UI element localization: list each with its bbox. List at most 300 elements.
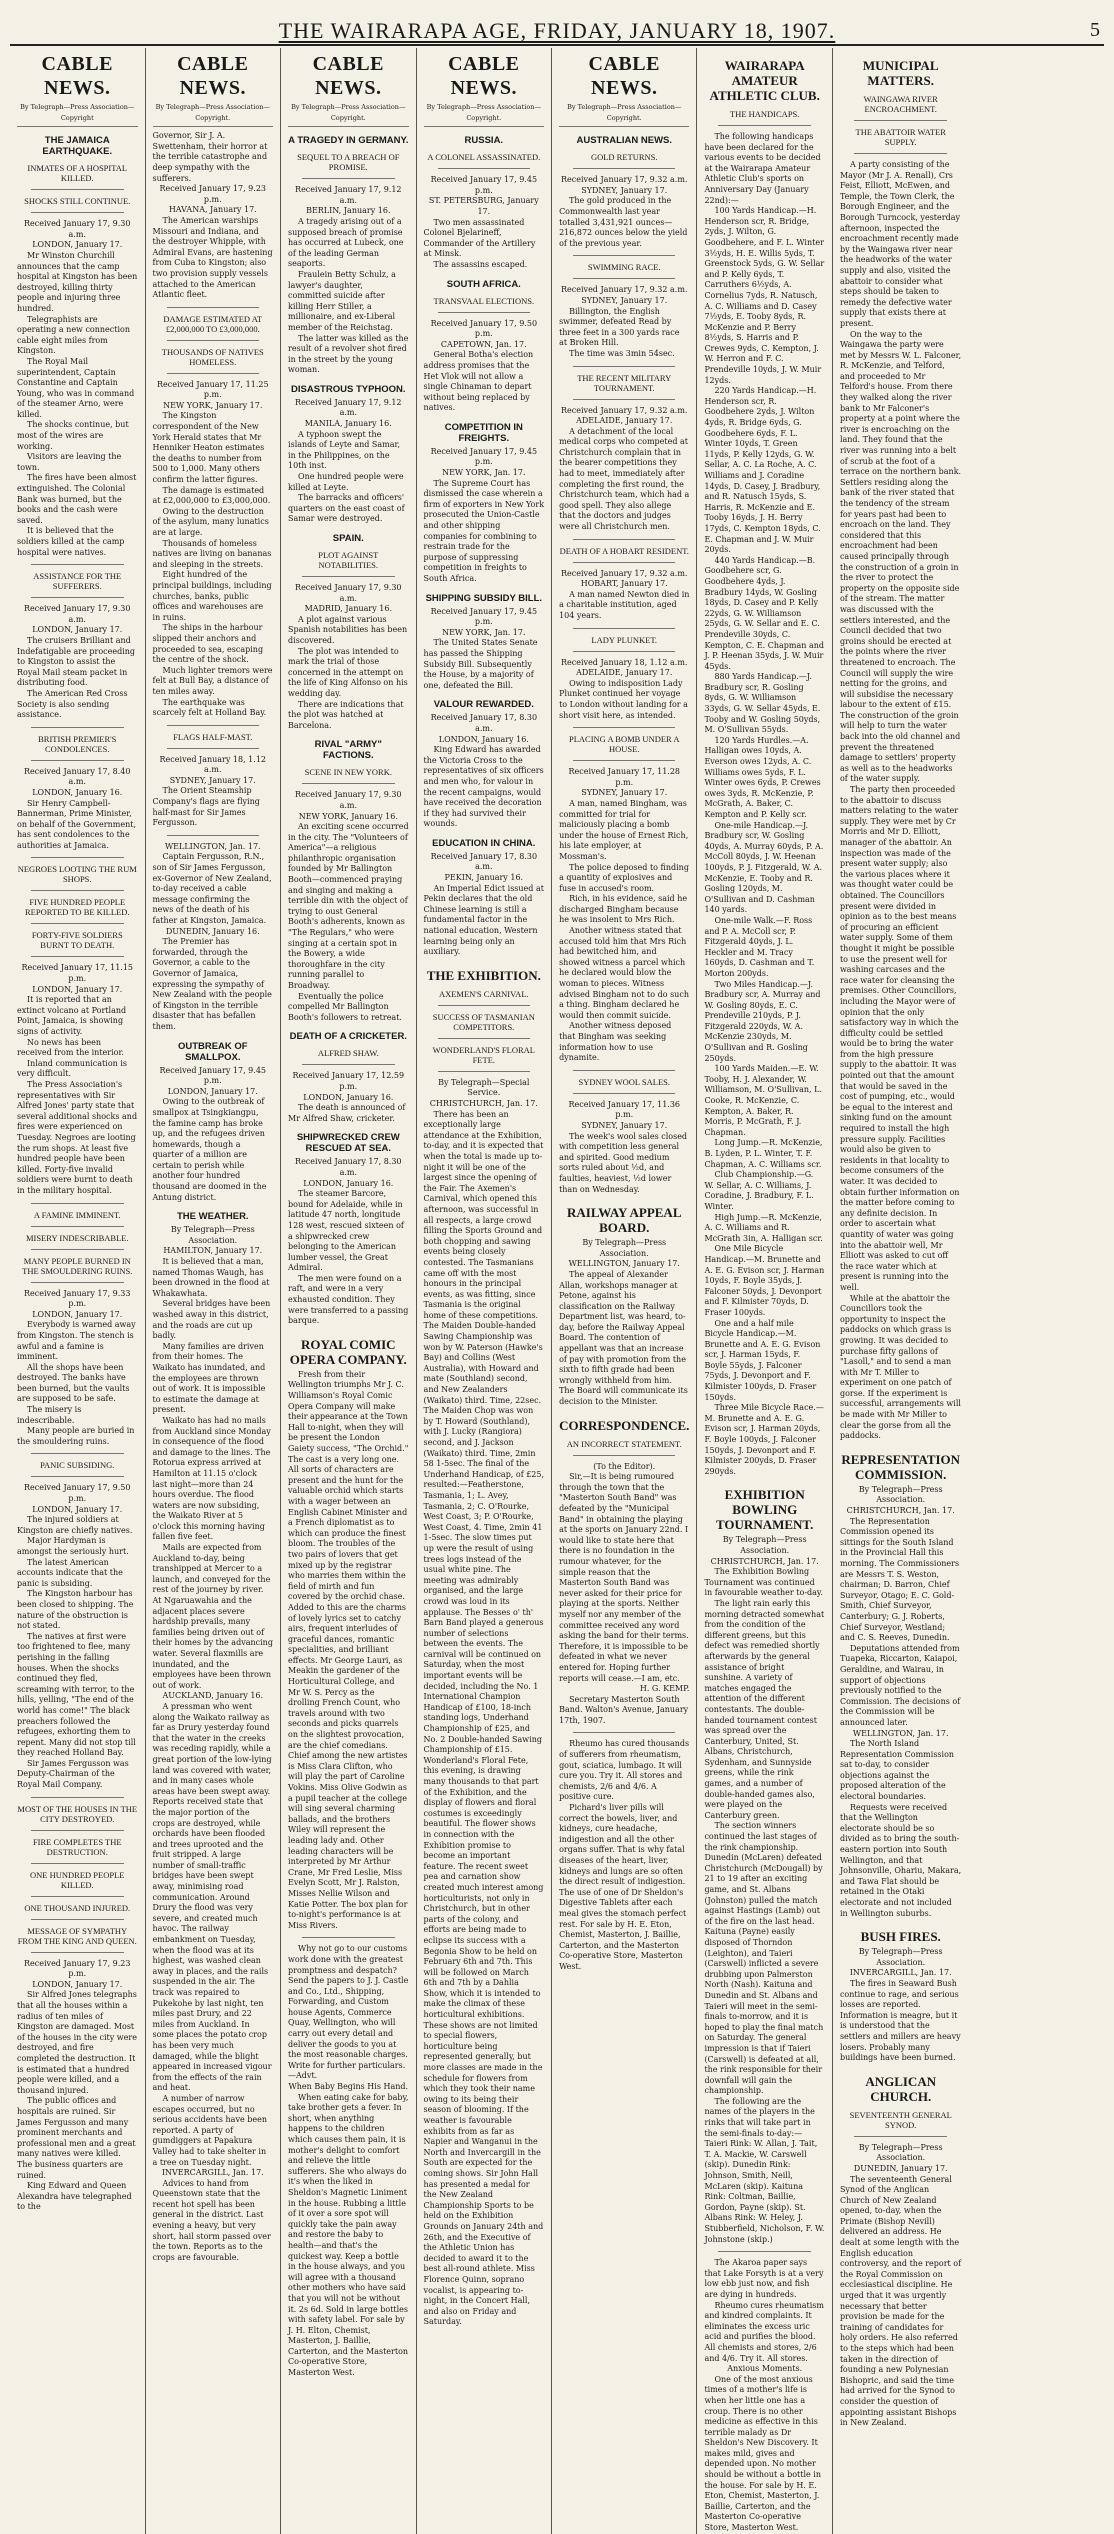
paragraph: The Representation Commission opened its sittings for the South Island in the Provincial Hall this morning. The Commissioners are Messrs T. S. Weston, chairman; D. Barron, Chief Surveyor, Otago; E. C. Gold-Smith, Chief Surveyor, Canterbury; G. J. Roberts, Chief Surveyor, Westland; and C. S. Reeves, Dunedin.: [839, 1516, 960, 1643]
paragraph: Received January 18, 1.12 a.m.: [561, 657, 688, 667]
paragraph: DUNEDIN, January 16.: [165, 926, 260, 936]
paragraph: Owing to indisposition Lady Plunket continued her voyage to London without landing for a short visit here, as intended.: [559, 678, 688, 720]
article-subheading: ALFRED SHAW.: [317, 1048, 379, 1059]
divider: [438, 312, 531, 313]
divider: [167, 725, 260, 726]
article-subheading: WONDERLAND'S FLORAL FETE.: [432, 1044, 535, 1065]
paragraph: By Telegraph—Press Association.: [582, 1238, 667, 1258]
paragraph: The following handicaps have been declared for the various events to be decided at the Wairarapa Amateur Athletic Club's sports on Anniversary Day (January 22nd):—: [704, 132, 821, 205]
divider: [31, 1830, 124, 1831]
paragraph: Received January 17, 9.30 a.m.: [295, 583, 402, 603]
divider: [573, 1070, 675, 1071]
paragraph: Received January 17, 8.30 a.m.: [430, 713, 538, 733]
paragraph: A typhoon swept the islands of Leyte and Samar, in the Philippines, on the 10th inst.: [288, 429, 401, 471]
article-subheading: INMATES OF A HOSPITAL KILLED.: [27, 163, 128, 184]
paragraph: The party then proceeded to the abattoir to discuss matters relating to the water supply. They were met by Cr Morris and Mr D. Elliott, manager of the abattoir. An inspection was made of the present water supply; also the various places where it was thought water could be obtained. The Councillors present were divided in opinion as to the best means of procuring an efficient water supply. Some of them thought it might be possible to use the present well for washing carcases and the race water for cleansing the premises. Other Councillors, including the Mayor were of opinion that the only satisfactory way in which the difficulty could be settled would be to bring the water from the high pressure supply to the abattoir. It was pointed out that the amount that would be saved in the cost of pumping, etc., would be equal to the interest and sinking fund on the amount required to install the high pressure supply. Facilities would also be given to residents in that locality to become consumers of the water. It was decided to obtain further information on the matter before coming to any definite decision. In order to ascertain what quantity of water was going into the abattoir well, Mr Elliott was asked to cut off the race water which at present is running into the well.: [839, 785, 960, 1292]
divider: [854, 153, 948, 154]
article-subheading: TRANSVAAL ELECTIONS.: [433, 295, 535, 306]
article-headline: VALOUR REWARDED.: [433, 699, 534, 711]
paragraph: The men were found on a raft, and were in a very exhausted condition. They were transferred to a passing barque.: [288, 1273, 409, 1326]
paragraph: General Botha's election address promises that the Het Vlok will not allow a single Chinaman to depart without being replaced by natives.: [423, 350, 534, 413]
divider: [854, 2136, 948, 2137]
article-subheading: THE ABATTOIR WATER SUPPLY.: [855, 127, 946, 147]
article-headline: DISASTROUS TYPHOON.: [291, 383, 406, 395]
paragraph: AUCKLAND, January 16.: [162, 1691, 264, 1701]
paragraph: Several bridges have been washed away in this district, and the roads are cut up badly.: [152, 1299, 271, 1341]
paragraph: Received January 17, 11.28 p.m.: [568, 767, 681, 787]
paragraph: NEW YORK, January 17.: [163, 400, 263, 410]
paragraph: One-mile Walk.—F. Ross and P. A. McColl scr, P. Fitzgerald 40yds, J. L. Heckler and M. Tracy 160yds, D. Cashman and T. Morton 200yds.: [704, 915, 815, 978]
paragraph: NEW YORK, January 16.: [298, 811, 398, 821]
divider: [573, 1455, 675, 1456]
section-masthead: CABLE NEWS.: [448, 53, 520, 99]
paragraph: Received January 17, 9.32 a.m.: [561, 568, 688, 578]
article-subheading: PLOT AGAINST NOTABILITIES.: [318, 550, 379, 570]
paragraph: Received January 18, 1.12 a.m.: [159, 754, 266, 775]
paragraph: There are indications that the plot was hatched at Barcelona.: [288, 699, 404, 730]
paragraph: Received January 17, 12.59 p.m.: [292, 1071, 405, 1091]
paragraph: LONDON, January 17.: [32, 240, 123, 250]
paragraph: The week's wool sales closed with competition less general and spirited. Good medium sorts ruled about ½d, and faulties, heaviest, ½d lower than on Wednesday.: [559, 1131, 688, 1194]
paragraph: SYDNEY, January 17.: [581, 788, 668, 798]
paragraph: Received January 17, 9.30 a.m.: [24, 219, 131, 239]
article-headline: SHIPPING SUBSIDY BILL.: [425, 592, 543, 604]
paragraph: There has been an exceptionally large attendance at the Exhibition, to-day, and it is expected that when the total is made up to-night it will be one of the largest since the opening of the Fair. The Axemen's Carnival, which opened this afternoon, was successful in all respects, a large crowd filling the Sports Ground and both chopping and sawing events being closely contested. The Tasmanians came off with the most honours in the principal events, as was fitting, since Tasmania is the original home of these competitions. The Maiden Double-handed Sawing Championship was won by W. Paterson (Hawke's Bay) and Collins (West Australia), with Howard and mate (Southland) second, and New Zealanders (Waikato) third. Time, 22sec. The Maiden Chop was won by T. Howard (Southland), with J. Lucky (Rangiora) second, and J. Jackson (Waikato) third. Time, 2min 58 1-5sec. The final of the Underhand Handicap, of £25, resulted:—Featherstone, Tasmania, 1; L. Avey, Tasmania, 2; C. O'Rourke, West Coast, 3; P. O'Rourke, West Coast, 4. Time, 2min 41 1-5sec. The slow times put up were the result of using trees logs instead of the usual white pine. The meeting was admirably organised, and the large crowd was loud in its applause. The Besses o' th' Barn Band played a generous number of selections between the events. The carnival will be continued on Saturday, when the most important events will be decided, including the No. 1 International Champion Handicap of £100, 18-inch standing logs, Underhand Championship of £25, and No. 2 Double-handed Sawing Championship of £15. Wonderland's Floral Fete, this evening, is drawing many thousands to that part of the Exhibition, and the display of flowers and floral costumes is exceedingly beautiful. The flower shows in connection with the Exhibition promise to become an important feature. The recent sweet pea and carnation show created much interest among horticulturists, not only in Christchurch, but in other parts of the colony, and efforts are being made to eclipse its success with a Begonia Show to be held on February 6th and 7th. This will be followed on March 6th and 7th by a Dahlia Show, which it is intended to make the climax of these horticultural exhibitions. These shows are not limited to special flowers, horticulture being represented generally, but more classes are made in the schedule for flowers from which they took their name owing to its being their season of blooming. If the weather is favourable exhibits from as far as Napier and Wanganui in the North and Invercargill in the South are expected for the coming shows. Sir John Hall has presented a medal for the New Zealand Championship Sports to be held on the Exhibition Grounds on January 24th and 26th, and the Executive of the Athletic Union has decided to award it to the best all-round athlete. Miss Florence Quinn, soprano vocalist, is appearing to-night, in the Concert Hall, and also on Friday and Saturday.: [423, 1109, 545, 2327]
divider: [573, 278, 675, 279]
article-headline: AUSTRALIAN NEWS.: [576, 135, 673, 147]
paragraph: Thousands of homeless natives are living on bananas and sleeping in the streets.: [152, 538, 272, 569]
divider: [31, 564, 124, 565]
paragraph: Pichard's liver pills will correct the bowels, liver, and kidneys, cure headache, indigestion and all the other organs suffer. That is why fatal diseases of the heart, liver, kidneys and lungs are so often the direct result of indigestion. The use of one of Dr Sheldon's Digestive Tablets after each meal gives the stomach perfect rest. For sale by H. E. Eton, Chemist, Masterton, J. Baillie, Carterton, and the Masterton Co-operative Store, Masterton West.: [559, 1803, 687, 1971]
paragraph: Received January 17, 11.15 p.m.: [21, 963, 134, 984]
paragraph: The latter was killed as the result of a revolver shot fired in the street by the young woman.: [288, 333, 409, 375]
paragraph: The following are the names of the players in the rinks that will take part in the semi-finals to-day:—Taieri Rink: W. Allan, J. Tait, T. A. Mackie, W. Carswell (skip). Dunedin Rink: Johnson, Smith, Neill, McLaren (skip). Kaituna Rink: Coltman, Baillie, Gordon, Payne (skip). St. Albans Rink: W. Heley, J. Stubberfield, Nicholson, F. W. Johnstone (skip.): [704, 2096, 825, 2244]
paragraph: 220 Yards Handicap.—H. Henderson scr, R. Goodbehere 2yds, J. Wilton 4yds, R. Bridge 6yds, G. Goodbehere 6yds, F. L. Winter 10yds, T. Green 11yds, P. Kelly 12yds, G. W. Sellar, A. C. La Roche, A. C. Williams and J. Coradine 14yds, D. Casey, J. Bradbury, and R. Natusch 15yds, S. Harris, R. McKenzie and E. Tooby 16yds, J. H. Berry 17yds, C. Kempton 18yds, C. E. Chapman and J. W. Muir 20yds.: [704, 386, 821, 555]
article-subheading: SEQUEL TO A BREACH OF PROMISE.: [297, 152, 400, 173]
divider: [573, 1093, 675, 1094]
paragraph: A pressman who went along the Waikato railway as far as Drury yesterday found that the water in the creeks was receding rapidly, while a great portion of the low-lying land was covered with water, and in many cases whole areas have been swept away. Reports received state that the major portion of the crops are destroyed, while orchards have been flooded and trees uprooted and the fruit stripped. A large number of small-traffic bridges have been swept away, minimising road communication. Around Drury the flood was very severe, and created much havoc. The railway embankment on Tuesday, when the flood was at its highest, was washed clean away in places, and the rails suspended in the air. The track was repaired to Pukekohe by last night, ten miles past Drury, and 22 miles from Auckland. In some places the potato crop has been very much damaged, while the blight appeared in increased vigour from the effects of the rain and heat.: [152, 1701, 272, 2093]
paragraph: By Telegraph—Press Association.: [858, 2142, 943, 2163]
paragraph: Received January 17, 8.40 a.m.: [24, 766, 131, 787]
article-headline: THE JAMAICA EARTHQUAKE.: [42, 135, 113, 158]
article-headline: EXHIBITION BOWLING TOURNAMENT.: [716, 1487, 814, 1533]
divider: [31, 760, 124, 761]
article-headline: REPRESENTATION COMMISSION.: [841, 1451, 961, 1482]
divider: [31, 1896, 124, 1897]
paragraph: By Telegraph—Press Association.: [170, 1225, 255, 1245]
page-number: 5: [1090, 19, 1100, 41]
paragraph: ST. PETERSBURG, January 17.: [428, 196, 539, 216]
paragraph: By Telegraph—Press Association.: [858, 1484, 943, 1505]
article-subheading: AN INCORRECT STATEMENT.: [566, 1438, 682, 1449]
divider: [573, 255, 675, 256]
paragraph: The light rain early this morning detracted somewhat from the condition of the different greens, but this defect was remedied shortly afterwards by the general assistance of bright sunshine. A variety of matches engaged the attention of the different contestants. The double-handed tournament contest was spread over the Canterbury, United, St. Albans, Christchurch, Sydenham, and Sunnyside greens, while the rink games, and a number of double-handed games also, were played on the Canterbury green.: [704, 1598, 825, 1820]
paragraph: By Telegraph—Special Service.: [438, 1077, 530, 1098]
divider: [31, 890, 124, 891]
article-subheading: SYDNEY WOOL SALES.: [578, 1076, 671, 1087]
paragraph: LONDON, January 16.: [32, 787, 123, 797]
paragraph: Received January 17, 9.50 p.m.: [24, 1483, 131, 1504]
divider: [854, 120, 948, 121]
paragraph: One-mile Handicap.—J. Bradbury scr, W. Gosling 40yds, A. Murray 60yds, P. A. McColl 80yds, J. W. Heenan 100yds, P. J. Fitzgerald, W. A. McKenzie, E. Tooby and R. Gosling 120yds, M. O'Sullivan and D. Cashman 140 yards.: [704, 820, 824, 915]
paragraph: It is believed that a man, named Thomas Waugh, has been drowned in the flood at Whakawhata.: [152, 1257, 270, 1298]
paragraph: High Jump.—R. McKenzie, A. C. Williams and R. McGrath 3in, A. Halligan scr.: [704, 1212, 823, 1243]
paragraph: Another witness stated that accused told him that Mrs Rich had bewitched him, and showed witness a parcel which he declared would blow the woman to pieces. Witness advised Bingham not to do such a thing. Bingham declared he would then commit suicide.: [559, 926, 689, 1020]
paragraph: LONDON, January 17.: [32, 1979, 123, 1989]
divider: [31, 1863, 124, 1864]
paragraph: Everybody is warned away from Kingston. The stench is awful and a famine is imminent.: [17, 1320, 136, 1362]
divider: [31, 956, 124, 957]
paragraph: Received January 17, 9.12 a.m.: [295, 185, 402, 205]
article-subheading: GOLD RETURNS.: [590, 152, 658, 163]
paragraph: NEW YORK, Jan. 17.: [442, 627, 526, 637]
divider: [31, 1282, 124, 1283]
paragraph: Governor, Sir J. A. Swettenham, their horror at the terrible catastrophe and deep sympathy with the sufferers.: [152, 131, 268, 183]
paragraph: The steamer Barcore, bound for Adelaide, while in latitude 47 north, longitude 128 west, rescued sixteen of a shipwrecked crew belonging to the American lumber vessel, the Great Admiral.: [288, 1189, 404, 1273]
paragraph: One of the most anxious times of a mother's life is when her little one has a croup. There is no other medicine as effective in this terrible malady as Dr Sheldon's New Discovery. It makes mild, gives and depended upon. No mother should be without a bottle in the house. For sale by H. E. Eton, Chemist, Masterton, J. Baillie, Carterton, and the Masterton Co-operative Store, Masterton West.: [704, 2374, 822, 2533]
paragraph: The cruisers Brilliant and Indefatigable are proceeding to Kingston to assist the Royal Mail steam packet in distributing food.: [17, 635, 136, 688]
paragraph: Received January 17, 9.30 a.m.: [295, 790, 402, 810]
paragraph: King Edward and Queen Alexandra have telegraphed to the: [17, 2181, 132, 2212]
paragraph: LONDON, January 17.: [32, 625, 123, 635]
paragraph: H. G. KEMP.: [639, 1684, 690, 1694]
paragraph: The police deposed to finding a quantity of explosives and fuse in accused's room.: [559, 862, 689, 893]
paragraph: INVERCARGILL, Jan. 17.: [161, 2168, 264, 2178]
paragraph: The American warships Missouri and Indiana, and the destroyer Whipple, with Admiral Evans, are hastening from Cuba to Kingston; also two provision supply vessels attached to the American Atlantic fleet.: [152, 215, 273, 300]
article-headline: THE WEATHER.: [176, 1211, 249, 1223]
paragraph: The Supreme Court has dismissed the case wherein a firm of exporters in New York prosecuted the Union-Castle and other shipping companies for combining to restrain trade for the purpose of suppressing competition in freights to South Africa.: [423, 478, 545, 583]
paragraph: Received January 17, 9.32 a.m.: [561, 285, 688, 295]
divider: [31, 1919, 124, 1920]
article-subheading: WAINGAWA RIVER ENCROACHMENT.: [863, 94, 938, 114]
column-5: [552, 48, 697, 2534]
paragraph: Telegraphists are operating a new connection cable eight miles from Kingston.: [17, 314, 131, 356]
paragraph: The Kingston harbour has been closed to shipping. The nature of the obstruction is not stated.: [17, 1589, 134, 1631]
paragraph: WELLINGTON, January 17.: [568, 1259, 680, 1269]
paragraph: The appeal of Alexander Allan, workshops manager at Petone, against his classification on the Railway Department list, was heard, to-day, before the Railway Appeal Board. The contention of appellant was that an increase of pay with promotion from the sixth to fifth grade had been wrongly withheld from him. The Board will communicate its decision to the Minister.: [559, 1269, 688, 1407]
divider: [31, 1797, 124, 1798]
paragraph: (To the Editor).: [593, 1461, 656, 1471]
article-headline: CORRESPONDENCE.: [559, 1417, 690, 1433]
divider: [31, 1453, 124, 1454]
byline: By Telegraph—Press Association—Copyright.: [424, 102, 545, 127]
paragraph: Received January 17, 9.50 p.m.: [430, 318, 538, 339]
paragraph: Another witness deposed that Bingham was seeking information how to use dynamite.: [559, 1021, 672, 1063]
article-subheading: MOST OF THE HOUSES IN THE CITY DESTROYED.: [17, 1803, 138, 1824]
article-subheading: SWIMMING RACE.: [587, 262, 661, 273]
paragraph: WELLINGTON, Jan. 17.: [164, 841, 261, 851]
paragraph: The seventeenth General Synod of the Anglican Church of New Zealand opened, to-day, when the Primate (Bishop Nevill) delivered an address. He dealt at some length with the English education controversy, and the report of the Royal Commission on ecclesiastical discipline. He urged that it was urgently necessary that better provision be made for the training of candidates for holy orders. He also referred to the steps which had been taken in the direction of founding a new Polynesian Bishopric, and said the time had arrived for the Synod to consider the question of appointing assistant Bishops in New Zealand.: [839, 2174, 962, 2428]
article-subheading: SUCCESS OF TASMANIAN COMPETITORS.: [432, 1011, 535, 1032]
paragraph: INVERCARGILL, Jan. 17.: [849, 1968, 952, 1978]
article-subheading: THOUSANDS OF NATIVES HOMELESS.: [161, 346, 264, 367]
article-subheading: SHOCKS STILL CONTINUE.: [24, 196, 131, 207]
article-subheading: PLACING A BOMB UNDER A HOUSE.: [568, 734, 680, 755]
divider: [438, 1038, 531, 1039]
paragraph: Sir James Fergusson was Deputy-Chairman of the Royal Mail Company.: [17, 1758, 129, 1790]
divider: [31, 189, 124, 190]
paragraph: All the shops have been destroyed. The banks have been burned, but the vaults are supposed to be safe.: [17, 1362, 130, 1404]
article-subheading: DEATH OF A HOBART RESIDENT.: [559, 545, 689, 556]
paragraph: The ships in the harbour slipped their anchors and proceeded to sea, escaping the centre of the shock.: [152, 623, 264, 665]
divider: [573, 562, 675, 563]
paragraph: CHRISTCHURCH, Jan. 17.: [710, 1556, 819, 1566]
article-headline: WAIRARAPA AMATEUR ATHLETIC CLUB.: [709, 58, 820, 103]
paragraph: 440 Yards Handicap.—B. Goodbehere scr, G. Goodbehere 4yds, J. Bradbury 14yds, W. Gosling 18yds, D. Casey and P. Kelly 22yds, G. W. Williamson 25yds, G. W. Sellar and E. C. Prendeville 30yds, C. Kempton, C. E. Chapman and J. P. Heenan 35yds, J. W. Muir 45yds.: [704, 555, 825, 671]
paragraph: ADELAIDE, January 17.: [576, 416, 673, 426]
article-subheading: THE HANDICAPS.: [729, 109, 800, 119]
divider: [302, 1937, 395, 1938]
paragraph: Why not go to our customs work done with the greatest promptness and despatch? Send the papers to J. J. Castle and Co., Ltd., Shipping, Forwarding, and Custom house Agents, Commerce Quay, Wellington, who will carry out every detail and deliver the goods to you at the most reasonable charges. Write for further particulars.—Advt.: [288, 1944, 409, 2081]
article-subheading: A FAMINE IMMINENT.: [33, 1209, 121, 1220]
divider: [573, 366, 675, 367]
paragraph: No news has been received from the interior.: [17, 1037, 124, 1058]
paragraph: A detachment of the local medical corps who competed at Christchurch complain that in the bearer competitions they had to meet, immediately after completing the first round, the Christchurch team, which had a good spell. They also allege that the doctors and judges were all Christchurch men.: [559, 426, 690, 532]
paragraph: NEW YORK, Jan. 17.: [442, 468, 526, 478]
paragraph: While at the abattoir the Councillors took the opportunity to inspect the paddocks on which grass is growing. It was decided to purchase fifty gallons of "Lasoll," and to send a man with Mr T. Miller to experiment on one patch of gorse. If the experiment is successful, arrangements will be made with Mr Miller to clear the gorse from all the paddocks.: [839, 1293, 961, 1441]
paragraph: HOBART, January 17.: [580, 579, 668, 589]
paragraph: The Akaroa paper says that Lake Forsyth is at a very low ebb just now, and fish are dying in hundreds.: [704, 2258, 824, 2299]
divider: [573, 628, 675, 629]
paragraph: Waikato has had no mails from Auckland since Monday in consequence of the flood and damage to the lines. The Rotorua express arrived at Hamilton at 11.15 o'clock last night—more than 24 hours overdue. The flood waters are now subsiding, the Waikato River at 5 o'clock this morning having fallen five feet.: [152, 1415, 271, 1542]
article-subheading: THE RECENT MILITARY TOURNAMENT.: [577, 372, 672, 393]
divider: [573, 727, 675, 728]
paragraph: The Premier has forwarded, through the Governor, a cable to the Governor of Jamaica, expressing the sympathy of New Zealand with the people of Kingston in the terrible disaster that has befallen them.: [152, 937, 272, 1031]
article-subheading: MANY PEOPLE BURNED IN THE SMOULDERING RUINS.: [22, 1255, 133, 1276]
article-headline: ROYAL COMIC OPERA COMPANY.: [289, 1336, 407, 1367]
paragraph: The damage is estimated at £2,000,000 to £3,000,000.: [152, 485, 271, 506]
divider: [438, 1005, 531, 1006]
paragraph: LONDON, January 16.: [303, 1092, 394, 1102]
paragraph: Visitors are leaving the town.: [17, 452, 122, 472]
divider: [718, 125, 811, 126]
divider: [573, 399, 675, 400]
paragraph: 100 Yards Maiden.—E. W. Tooby, H. J. Alexander, W. Williamson, M. O'Sullivan, L. Cooke, R. McKenzie, C. Kempton, A. Baker, R. Morris, P. McGrath, F. J. Chapman.: [704, 1064, 822, 1137]
article-subheading: SEVENTEENTH GENERAL SYNOD.: [849, 2109, 952, 2130]
paragraph: Mr Winston Churchill announces that the camp hospital at Kingston has been destroyed, killing thirty people and injuring three hundred.: [17, 250, 138, 313]
paragraph: The United States Senate has passed the Shipping Subsidy Bill. Subsequently the House, by a majority of one, defeated the Bill.: [423, 638, 538, 690]
paragraph: Received January 17, 8.30 a.m.: [295, 1157, 402, 1177]
column-6: [697, 48, 833, 2534]
paragraph: The section winners continued the last stages of the rink championship. Dunedin (McLaren) defeated Christchurch (McDougall) by 21 to 19 after an exciting game, and St. Albans (Johnston) pulled the match against Hastings (Lamb) out of the fire on the last head. Kaituna (Payne) easily disposed of Thorndon (Leighton), and Taieri (Carswell) inflicted a severe drubbing upon Palmerston North (Nash). Kaituna and Dunedin and St. Albans and Taieri will meet in the semi-finals to-morrow, and it is hoped to play the final match on Saturday. The general impression is that if Taieri (Carswell) is defeated at all, the rink responsible for their downfall will gain the championship.: [704, 1821, 824, 2096]
paragraph: Received January 17, 11.25 p.m.: [156, 379, 269, 400]
article-subheading: PANIC SUBSIDING.: [40, 1460, 115, 1471]
article-subheading: FIVE HUNDRED PEOPLE REPORTED TO BE KILLED.: [25, 897, 130, 918]
paragraph: The fires in Seaward Bush continue to rage, and serious losses are reported. Information is meagre, but it is understood that the settlers and millers are heavy losers. Probably many buildings have been burned.: [839, 1978, 961, 2063]
paragraph: The injured soldiers at Kingston are chiefly natives.: [17, 1515, 133, 1535]
paragraph: The plot was intended to mark the trial of those concerned in the attempt on the life of King Alfonso on his wedding day.: [288, 646, 408, 698]
paragraph: CAPETOWN, Jan. 17.: [440, 339, 527, 349]
paragraph: 880 Yards Handicap.—J. Bradbury scr, R. Gosling 8yds, G. W. Williamson 33yds, G. W. Sellar 45yds, E. Tooby and W. Gosling 50yds, M. O'Sullivan 55yds.: [704, 672, 821, 735]
byline: By Telegraph—Press Association—Copyright: [17, 102, 138, 127]
divider: [167, 307, 260, 308]
masthead-title: THE WAIRARAPA AGE, FRIDAY, JANUARY 18, 1907.: [278, 18, 836, 43]
paragraph: Long Jump.—R. McKenzie, B. Lyden, P. L. Winter, T. F. Chapman, A. C. Williams scr.: [704, 1138, 823, 1169]
divider: [31, 1203, 124, 1204]
divider: [573, 168, 675, 169]
paragraph: An exciting scene occurred in the city. The "Volunteers of America"—a religious philanthropic organisation founded by Mr Ballington Booth—commenced praying and singing and making a terrible din with the object of trying to oust General Booth's adherents, known as "The Regulars," who were singing at a certain spot in the Bowery, a wide thoroughfare in the city running parallel to Broadway.: [288, 822, 409, 990]
column-3: [281, 48, 417, 2534]
paragraph: SYDNEY, January 17.: [169, 775, 256, 785]
paragraph: Received January 17, 9.23 p.m.: [24, 1958, 131, 1979]
article-subheading: MESSAGE OF SYMPATHY FROM THE KING AND QUEEN.: [17, 1925, 137, 1946]
paragraph: CHRISTCHURCH, Jan. 17.: [429, 1099, 538, 1108]
paragraph: LONDON, January 17.: [167, 1086, 258, 1096]
column-1: [10, 48, 146, 2534]
paragraph: BERLIN, January 16.: [306, 206, 391, 216]
paragraph: SYDNEY, January 17.: [581, 295, 668, 305]
paragraph: Club Championship.—G. W. Sellar, A. C. Williams, J. Coradine, J. Bradbury, F. L. Winter.: [704, 1170, 814, 1211]
paragraph: Two men assassinated Colonel Bjelarineff, Commander of the Artillery at Minsk.: [423, 217, 536, 259]
paragraph: Received January 17, 8.30 a.m.: [430, 851, 538, 872]
paragraph: Sir Henry Campbell-Bannerman, Prime Minister, on behalf of the Government, has sent condolences to the authorities at Jamaica.: [17, 798, 136, 850]
divider: [438, 1071, 531, 1072]
article-headline: DEATH OF A CRICKETER.: [289, 1031, 407, 1043]
paragraph: LONDON, January 17.: [32, 1504, 123, 1514]
paragraph: The natives at first were too frightened to flee, many perishing in the falling houses. When the shocks continued they fled, screaming with terror, to the hills, yelling, "The end of the world has come!" The black preachers followed the refugees, exhorting them to repent. Many did not stop till they reached Holland Bay.: [17, 1631, 136, 1758]
divider: [167, 373, 260, 374]
paragraph: Major Hardyman is amongst the seriously hurt.: [17, 1536, 129, 1556]
paragraph: Anxious Moments.: [727, 2364, 803, 2374]
article-headline: SOUTH AFRICA.: [446, 278, 521, 290]
divider: [31, 727, 124, 728]
divider: [167, 748, 260, 749]
article-headline: MUNICIPAL MATTERS.: [862, 58, 939, 88]
article-headline: COMPETITION IN FREIGHTS.: [444, 421, 523, 444]
paragraph: Two Miles Handicap.—J. Bradbury scr, A. Murray and W. Gosling 80yds, E. C. Prendeville 210yds, P. J. Fitzgerald 220yds, W. A. McKenzie 230yds, M. O'Sullivan and R. Gosling 250yds.: [704, 979, 821, 1063]
article-subheading: ONE HUNDRED PEOPLE KILLED.: [30, 1869, 125, 1890]
paragraph: On the way to the Waingawa the party were met by Messrs W. L. Falconer, R. McKenzie, and Telford, and proceeded to Mr Telford's house. From there they walked along the river bank to Mr Falconer's property at a point where the river is encroaching on the land. They found that the river was running into a belt of scrub at the foot of a terrace on the northern bank. Settlers residing along the bank of the river stated that the tendency of the stream for years past had been to encroach on the land. They considered that this encroachment had been caused principally through the construction of a groin in the river to protect the property on the opposite side of the stream. The matter was discussed with the settlers interested, and the Council decided that two groins should be erected at the points where the river threatened to encroach. The Council will supply the wire netting for the groins, and will subsidise the necessary labour to the extent of £15. The construction of the groin will help to turn the water back into the old channel and prevent the threatened damage to settlers' property as well as to the headworks of the water supply.: [839, 329, 962, 784]
paragraph: Much lighter tremors were felt at Bull Bay, a distance of ten miles away.: [152, 665, 273, 696]
paragraph: Received January 17, 9.45 p.m.: [159, 1065, 266, 1086]
paragraph: MADRID, January 16.: [304, 604, 393, 614]
paragraph: Advices to hand from Queenstown state that the recent hot spell has been general in the district. Last evening a heavy, but very short, hail storm passed over the town. Reports as to the crops are favourable.: [152, 2178, 271, 2262]
article-columns: [10, 48, 1104, 2533]
divider: [31, 1952, 124, 1953]
divider: [31, 597, 124, 598]
paragraph: 120 Yards Hurdles.—A. Halligan owes 10yds, A. Everson owes 12yds, A. C. Williams owes 5yds, F. L. Winter owes 6yds, P. Crewes owes 3yds, R. McKenzie, P. McGrath, A. Baker, C. Kempton and P. Kelly scr.: [704, 735, 821, 819]
paragraph: The Exhibition Bowling Tournament was continued in favourable weather to-day.: [704, 1567, 823, 1598]
article-subheading: NEGROES LOOTING THE RUM SHOPS.: [17, 864, 137, 885]
paragraph: By Telegraph—Press Association.: [858, 1947, 943, 1967]
paragraph: Received January 17, 9.30 a.m.: [24, 604, 131, 624]
paragraph: Received January 17, 9.12 a.m.: [295, 397, 402, 418]
paragraph: Fraulein Betty Schulz, a lawyer's daughter, committed suicide after killing Herr Stiller, a millionaire, and ex-Liberal member of the Reichstag.: [288, 269, 396, 332]
divider: [302, 178, 395, 179]
paragraph: A man named Newton died in a charitable institution, aged 104 years.: [559, 589, 690, 620]
paragraph: An Imperial Edict issued at Pekin declares that the old Chinese learning is still a fundamental factor in the national education, Western learning being only an auxiliary.: [423, 883, 544, 957]
divider: [573, 651, 675, 652]
column-7: [833, 48, 969, 2534]
article-subheading: FORTY-FIVE SOLDIERS BURNT TO DEATH.: [31, 930, 123, 951]
paragraph: The Press Association's representatives with Sir Alfred Jones' party state that several additional shocks and fires were experienced on Tuesday. Negroes are looting the rum shops. At least five hundred people have been killed. Forty-five invalid soldiers were burnt to death in the military hospital.: [17, 1080, 138, 1195]
paragraph: A tragedy arising out of a supposed breach of promise has occurred at Lubeck, one of the leading German seaports.: [288, 216, 404, 269]
paragraph: The Orient Steamship Company's flags are flying half-mast for Sir James Fergusson.: [152, 786, 260, 828]
paragraph: Sir Alfred Jones telegraphs that all the houses within a radius of ten miles of Kingston are damaged. Most of the houses in the city were destroyed, and fire completed the destruction. It is estimated that a hundred people were killed, and a thousand injured.: [17, 1990, 137, 2095]
paragraph: Received January 17, 11.36 p.m.: [568, 1099, 681, 1120]
masthead: [10, 18, 1104, 46]
paragraph: Eight hundred of the principal buildings, including churches, banks, public offices and warehouses are in ruins.: [152, 570, 272, 622]
article-subheading: ASSISTANCE FOR THE SUFFERERS.: [33, 571, 122, 592]
paragraph: Deputations attended from Tuapeka, Riccarton, Kaiapoi, Geraldine, and Wairau, in support of objections previously notified to the Commission. The decisions of the Commission will be announced later.: [839, 1643, 961, 1727]
paragraph: One Mile Bicycle Handicap.—M. Brunette and A. E. G. Evison scr, J. Harman 10yds, F. Boyle 35yds, J. Falconer 50yds, J. Devonport and F. Kilmister 70yds, D. Fraser 100yds.: [704, 1244, 825, 1317]
article-headline: ANGLICAN CHURCH.: [865, 2073, 937, 2104]
paragraph: Sir,—It is being rumoured through the town that the "Masterton South Band" was defeated by the "Municipal Band" in obtaining the playing at the sports on January 22nd. I would like to state here that there is no foundation in the rumour whatever, for the simple reason that the Masterton South Band was never asked for their price for playing at the sports. Neither myself nor any member of the committee received any word asking the band for their terms. Therefore, it is impossible to be defeated in what we never entered for. Hoping further reports will cease.—I am, etc.: [559, 1472, 689, 1683]
paragraph: Rich, in his evidence, said he discharged Bingham because he was insolent to Mrs Rich.: [559, 894, 688, 925]
paragraph: Received January 17, 9.32 a.m.: [561, 405, 688, 415]
paragraph: When eating cake for baby, take brother gets a fever. In short, when anything happens to the children which causes them pain, it is mother's delight to comfort and relieve the little sufferers. She who always do it's when the liked in Sheldon's Magnetic Liniment in the house. Rubbing a little of it over a sore spot will quickly take the pain away and restore the baby to health—and that's the quickest way. Keep a bottle in the house always, and you will agree with a thousand other mothers who have said that you will not be without it. 2s 6d. Sold in large bottles with safety label. For sale by J. H. Elton, Chemist, Masterton, J. Baillie, Carterton, and the Masterton Co-operative Store, Masterton West.: [288, 2092, 409, 2378]
paragraph: Billington, the English swimmer, defeated Read by three feet in a 300 yards race at Broken Hill.: [559, 306, 680, 348]
paragraph: Fresh from their Wellington triumphs Mr J. C. Williamson's Royal Comic Opera Company will make their appearance at the Town Hall to-night, when they will be present the London Gaiety success, "The Orchid." The cast is a very long one. All sorts of characters are present and the hunt for the valuable orchid which starts with a wager between an English Cabinet Minister and a French diplomatist as to which can produce the finest bloom. The troubles of the two pairs of lovers that get mixed up by the registrar who marries them within the field of mirth and fun covered by the orchid chase. Added to this are the charms of lovely lyrics set to catchy airs, frequent interludes of graceful dances, romantic specialities, and brilliant effects. Mr George Lauri, as Meakin the gardener of the Horticultural College, and Mr W. S. Percy as the drolling French Count, who travels around with two seconds and picks quarrels on the slightest provocation, are the chief comedians. Chief among the new artistes is Miss Clara Clifton, who will play the part of Caroline Vokins. Miss Olive Godwin as a pupil teacher at the college will sing several charming ballads, and the brothers Wiley will represent the leading lady and. Other leading characters will be interpreted by Mr Arthur Crane, Mr Fred Leslie, Miss Evelyn Scott, Mr J. Ralston, Misses Nellie Wilson and Katie Potter. The box plan for to-night's performance is at Miss Rivers.: [288, 1369, 409, 1930]
article-headline: THE EXHIBITION.: [426, 967, 541, 983]
paragraph: It is reported that an extinct volcano at Portland Point, Jamaica, is showing signs of activity.: [17, 995, 127, 1037]
article-subheading: FIRE COMPLETES THE DESTRUCTION.: [32, 1836, 122, 1857]
article-subheading: BRITISH PREMIER'S CONDOLENCES.: [38, 733, 117, 754]
paragraph: CHRISTCHURCH, Jan. 17.: [846, 1506, 955, 1516]
paragraph: The gold produced in the Commonwealth last year totalled 3,431,921 ounces—216,872 ounces below the yield of the previous year.: [559, 196, 688, 248]
paragraph: Received January 17, 9.45 p.m.: [430, 606, 538, 627]
divider: [167, 835, 260, 836]
paragraph: The earthquake was scarcely felt at Holland Bay.: [152, 697, 267, 718]
divider: [167, 340, 260, 341]
paragraph: Eventually the police compelled Mr Ballington Booth's followers to retreat.: [288, 991, 402, 1022]
article-headline: RIVAL "ARMY" FACTIONS.: [314, 739, 382, 762]
divider: [438, 168, 531, 169]
paragraph: The death is announced of Mr Alfred Shaw, cricketer.: [288, 1103, 406, 1123]
paragraph: The assassins escaped.: [433, 259, 528, 269]
paragraph: 100 Yards Handicap.—H. Henderson scr, R. Bridge, 2yds, J. Wilton, G. Goodbehere, and F. L. Winter 3½yds, H. E. Willis 5yds, T. Greenstock 5yds, G. W. Sellar and P. Kelly 6yds, T. Carruthers 6½yds, A. Cornelius 7yds, R. Natusch, A. C. Williams and D. Casey 7½yds, E. Tooby 8yds, R. McKenzie and P. Berry 8½yds, S. Harris and P. Crewes 9yds, C. Kempton, J. W. Herron and F. C. Prendeville 10yds, J. W. Muir 12yds.: [704, 206, 825, 385]
divider: [573, 1732, 675, 1733]
article-headline: OUTBREAK OF SMALLPOX.: [177, 1040, 248, 1063]
paragraph: A man, named Bingham, was committed for trial for maliciously placing a bomb under the house of Ernest Rich, his late employer, at Mossman's.: [559, 798, 689, 861]
paragraph: King Edward has awarded the Victoria Cross to the representatives of six officers and men who, for valour in the recent campaigns, would have received the decoration if they had survived their wounds.: [423, 745, 544, 829]
article-subheading: SCENE IN NEW YORK.: [304, 767, 392, 778]
paragraph: One hundred people were killed at Leyte.: [288, 472, 404, 492]
article-headline: BUSH FIRES.: [860, 1929, 941, 1945]
paragraph: Received January 17, 9.32 a.m.: [561, 175, 688, 185]
divider: [573, 539, 675, 540]
paragraph: By Telegraph—Press Association.: [722, 1535, 807, 1555]
paragraph: The latest American accounts indicate that the panic is subsiding.: [17, 1557, 123, 1588]
article-subheading: DAMAGE ESTIMATED AT £2,000,000 TO £3,000,000.: [163, 313, 263, 334]
paragraph: MANILA, January 16.: [304, 419, 392, 429]
paragraph: SYDNEY, January 17.: [581, 1120, 668, 1130]
paragraph: HAVANA, January 17.: [168, 205, 257, 215]
paragraph: LONDON, January 16.: [303, 1178, 394, 1188]
article-subheading: ONE THOUSAND INJURED.: [24, 1902, 131, 1913]
paragraph: Received January 17, 9.45 p.m.: [430, 175, 538, 195]
section-masthead: CABLE NEWS.: [41, 53, 113, 99]
paragraph: WELLINGTON, Jan. 17.: [852, 1728, 949, 1738]
divider: [31, 212, 124, 213]
paragraph: The North Island Representation Commission sat to-day, to consider objections against the proposed alteration of the electoral boundaries.: [839, 1739, 955, 1802]
section-masthead: CABLE NEWS.: [588, 53, 660, 99]
paragraph: Captain Fergusson, R.N., son of Sir James Fergusson, ex-Governor of New Zealand, to-day received a cable message confirming the news of the death of his father at Kingston, Jamaica.: [152, 852, 272, 925]
divider: [31, 857, 124, 858]
article-subheading: MISERY INDESCRIBABLE.: [25, 1232, 129, 1243]
article-headline: RAILWAY APPEAL BOARD.: [566, 1205, 682, 1236]
divider: [31, 1226, 124, 1227]
paragraph: The American Red Cross Society is also sending assistance.: [17, 688, 128, 720]
divider: [718, 2251, 811, 2252]
paragraph: Received January 17, 9.45 p.m.: [430, 446, 538, 467]
byline: By Telegraph—Press Association—Copyright.: [153, 102, 274, 127]
paragraph: One and a half mile Bicycle Handicap.—M. Brunette and A. E. G. Evison scr, J. Harman 15yds, F. Boyle 55yds, J. Falconer 75yds, J. Devonport and F. Kilmister 100yds, D. Fraser 150yds.: [704, 1318, 821, 1402]
divider: [31, 1249, 124, 1250]
paragraph: Rheumo has cured thousands of sufferers from rheumatism, gout, sciatica, lumbago. It will cure you. Try it. All stores and chemists, 2/6 and 4/6. A positive cure.: [559, 1739, 690, 1802]
byline: By Telegraph—Press Association—Copyright.: [559, 102, 689, 127]
paragraph: DUNEDIN, January 17.: [853, 2163, 948, 2173]
